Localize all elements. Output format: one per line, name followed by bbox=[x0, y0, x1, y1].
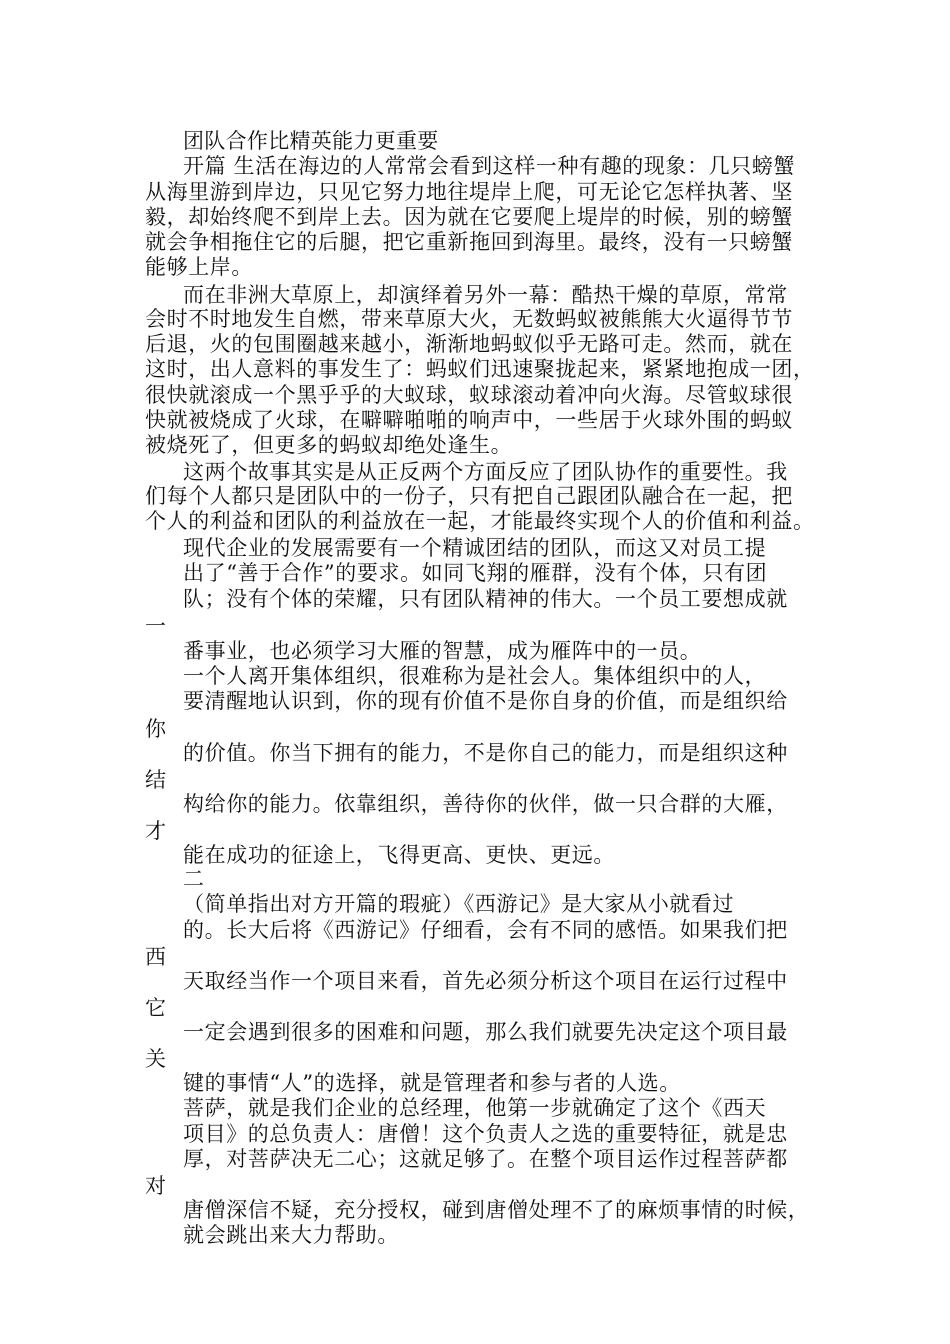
text-line: 能够上岸。 bbox=[145, 255, 253, 279]
text-line: 们每个人都只是团队中的一份子，只有把自己跟团队融合在一起，把 bbox=[145, 484, 793, 508]
text-line: 被烧死了，但更多的蚂蚁却绝处逢生。 bbox=[145, 433, 513, 457]
document-title: 团队合作比精英能力更重要 bbox=[183, 129, 439, 153]
text-line: 对 bbox=[145, 1174, 167, 1198]
text-line: 天取经当作一个项目来看，首先必须分析这个项目在运行过程中 bbox=[183, 969, 788, 993]
text-line: 它 bbox=[145, 996, 167, 1020]
text-line: 就会争相拖住它的后腿，把它重新拖回到海里。最终，没有一只螃蟹 bbox=[145, 230, 793, 254]
text-line: 现代企业的发展需要有一个精诚团结的团队，而这又对员工提 bbox=[183, 536, 767, 560]
text-line: 从海里游到岸边，只见它努力地往堤岸上爬，可无论它怎样执著、坚 bbox=[145, 180, 793, 204]
text-line: 键的事情“人”的选择，就是管理者和参与者的人选。 bbox=[183, 1071, 681, 1095]
text-line: 会时不时地发生自燃，带来草原大火，无数蚂蚁被熊熊大火逼得节节 bbox=[145, 307, 793, 331]
text-line: 构给你的能力。依靠组织，善待你的伙伴，做一只合群的大雁， bbox=[183, 792, 788, 816]
text-line: 就会跳出来大力帮助。 bbox=[183, 1223, 399, 1247]
text-line: 很快就滚成一个黑乎乎的大蚁球，蚁球滚动着冲向火海。尽管蚁球很 bbox=[145, 383, 793, 407]
text-line: 这两个故事其实是从正反两个方面反应了团队协作的重要性。我 bbox=[183, 460, 788, 484]
text-line: 个人的利益和团队的利益放在一起，才能最终实现个人的价值和利益。 bbox=[145, 509, 815, 533]
text-line: 菩萨，就是我们企业的总经理，他第一步就确定了这个《西天 bbox=[183, 1096, 767, 1120]
text-line: 项目》的总负责人：唐僧！这个负责人之选的重要特征，就是忠 bbox=[183, 1122, 788, 1146]
text-line: 一 bbox=[145, 614, 167, 638]
text-line: 队；没有个体的荣耀，只有团队精神的伟大。一个员工要想成就 bbox=[183, 587, 788, 611]
text-line: 毅，却始终爬不到岸上去。因为就在它要爬上堤岸的时候，别的螃蟹 bbox=[145, 205, 793, 229]
text-line: 厚，对菩萨决无二心；这就足够了。在整个项目运作过程菩萨都 bbox=[183, 1147, 788, 1171]
text-line: 这时，出人意料的事发生了：蚂蚁们迅速聚拢起来，紧紧地抱成一团， bbox=[145, 357, 815, 381]
text-line: 才 bbox=[145, 819, 167, 843]
text-line: 开篇 生活在海边的人常常会看到这样一种有趣的现象：几只螃蟹 bbox=[183, 154, 796, 178]
text-line: 番事业，也必须学习大雁的智慧，成为雁阵中的一员。 bbox=[183, 639, 702, 663]
text-line: 而在非洲大草原上，却演绎着另外一幕：酷热干燥的草原，常常 bbox=[183, 283, 788, 307]
text-line: 一个人离开集体组织，很难称为是社会人。集体组织中的人， bbox=[183, 664, 767, 688]
text-line: 一定会遇到很多的困难和问题，那么我们就要先决定这个项目最 bbox=[183, 1020, 788, 1044]
text-line: 出了“善于合作”的要求。如同飞翔的雁群，没有个体，只有团 bbox=[183, 561, 768, 585]
text-line: 要清醒地认识到，你的现有价值不是你自身的价值，而是组织给 bbox=[183, 689, 788, 713]
text-line: 西 bbox=[145, 945, 167, 969]
section-number: 二 bbox=[183, 867, 205, 891]
text-line: 的。长大后将《西游记》仔细看，会有不同的感悟。如果我们把 bbox=[183, 918, 788, 942]
text-line: 能在成功的征途上，飞得更高、更快、更远。 bbox=[183, 843, 615, 867]
text-line: （简单指出对方开篇的瑕疵）《西游记》是大家从小就看过 bbox=[183, 892, 735, 916]
text-line: 你 bbox=[145, 717, 167, 741]
text-line: 后退，火的包围圈越来越小，渐渐地蚂蚁似乎无路可走。然而，就在 bbox=[145, 332, 793, 356]
text-line: 结 bbox=[145, 768, 167, 792]
text-line: 的价值。你当下拥有的能力，不是你自己的能力，而是组织这种 bbox=[183, 741, 788, 765]
text-line: 快就被烧成了火球，在噼噼啪啪的响声中，一些居于火球外围的蚂蚁 bbox=[145, 408, 793, 432]
text-line: 关 bbox=[145, 1047, 167, 1071]
text-line: 唐僧深信不疑，充分授权，碰到唐僧处理不了的麻烦事情的时候， bbox=[183, 1198, 810, 1222]
